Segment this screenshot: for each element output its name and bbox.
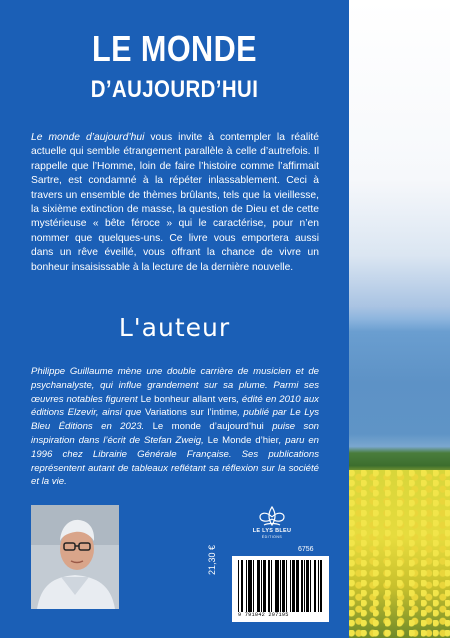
- bio-work-title: Le bonheur allant vers: [140, 393, 237, 405]
- author-heading: L'auteur: [118, 313, 231, 342]
- price-label: 21,30 €: [207, 544, 217, 575]
- publisher-name: LE LYS BLEU: [252, 528, 292, 534]
- book-description: [31, 131, 319, 275]
- description-body: vous invite à contempler la réalité actuelle qui semble étrangement parallèle à celle d’autrefois. Il rappelle que l’Homme, loin de faire l’histoire comme l’affirmait Sartre, est condamné à la répéter inlassablement. Ceci à travers un ensemble de thèmes brûlants, tels que la vieillesse, la sixième extinction de masse, la question de Dieu et de cette mystérieuse « bête féroce » qui le caractérise, pour n’en nommer que quelques-uns. Ce livre vous emportera aussi dans un rêve éveillé, vous offrant la chance de vivre un bonheur insaisissable à la lecture de la dernière nouvelle.: [31, 132, 319, 273]
- bio-text: , publié par Le Lys Bleu Éditions en 2023.: [31, 407, 319, 433]
- barcode-bar: [320, 560, 321, 612]
- bio-text: Philippe Guillaume mène une double carrière de musicien et de psychanalyste, qui influe grandement sur sa plume. Parmi ses œuvres notables figurent: [31, 366, 319, 405]
- barcode-bars: [238, 560, 322, 612]
- book-title-line2: D’AUJOURD’HUI: [90, 76, 259, 103]
- front-cover-strip: [349, 0, 450, 638]
- bio-work-title: Variations sur l’intime: [144, 407, 238, 419]
- description-lead: Le monde d’aujourd’hui: [31, 132, 145, 143]
- lys-flower-icon: [252, 505, 292, 545]
- bio-work-title: Le Monde d’hier: [207, 434, 279, 446]
- rapeseed-field-image: [349, 470, 450, 638]
- bio-work-title: Le monde d’aujourd’hui: [152, 421, 264, 433]
- publisher-sub: ÉDITIONS: [261, 535, 283, 539]
- bio-text: puise son inspiration dans l’écrit de Stefan Zweig,: [31, 421, 319, 446]
- book-title-line1: LE MONDE: [92, 28, 257, 69]
- author-photo: [31, 505, 119, 609]
- bio-text: , édité en 2010 aux éditions Elzevir, ainsi que: [31, 393, 319, 419]
- bio-text: , paru en 1996 chez Librairie Générale Française. Ses publications représentent autant de tableaux reflétant sa réflexion sur la société et la vie.: [31, 434, 319, 488]
- book-code: 6756: [298, 546, 314, 553]
- isbn-barcode: [232, 556, 329, 622]
- isbn-digits: 9 791042 207195: [238, 612, 289, 618]
- author-bio: [31, 365, 319, 489]
